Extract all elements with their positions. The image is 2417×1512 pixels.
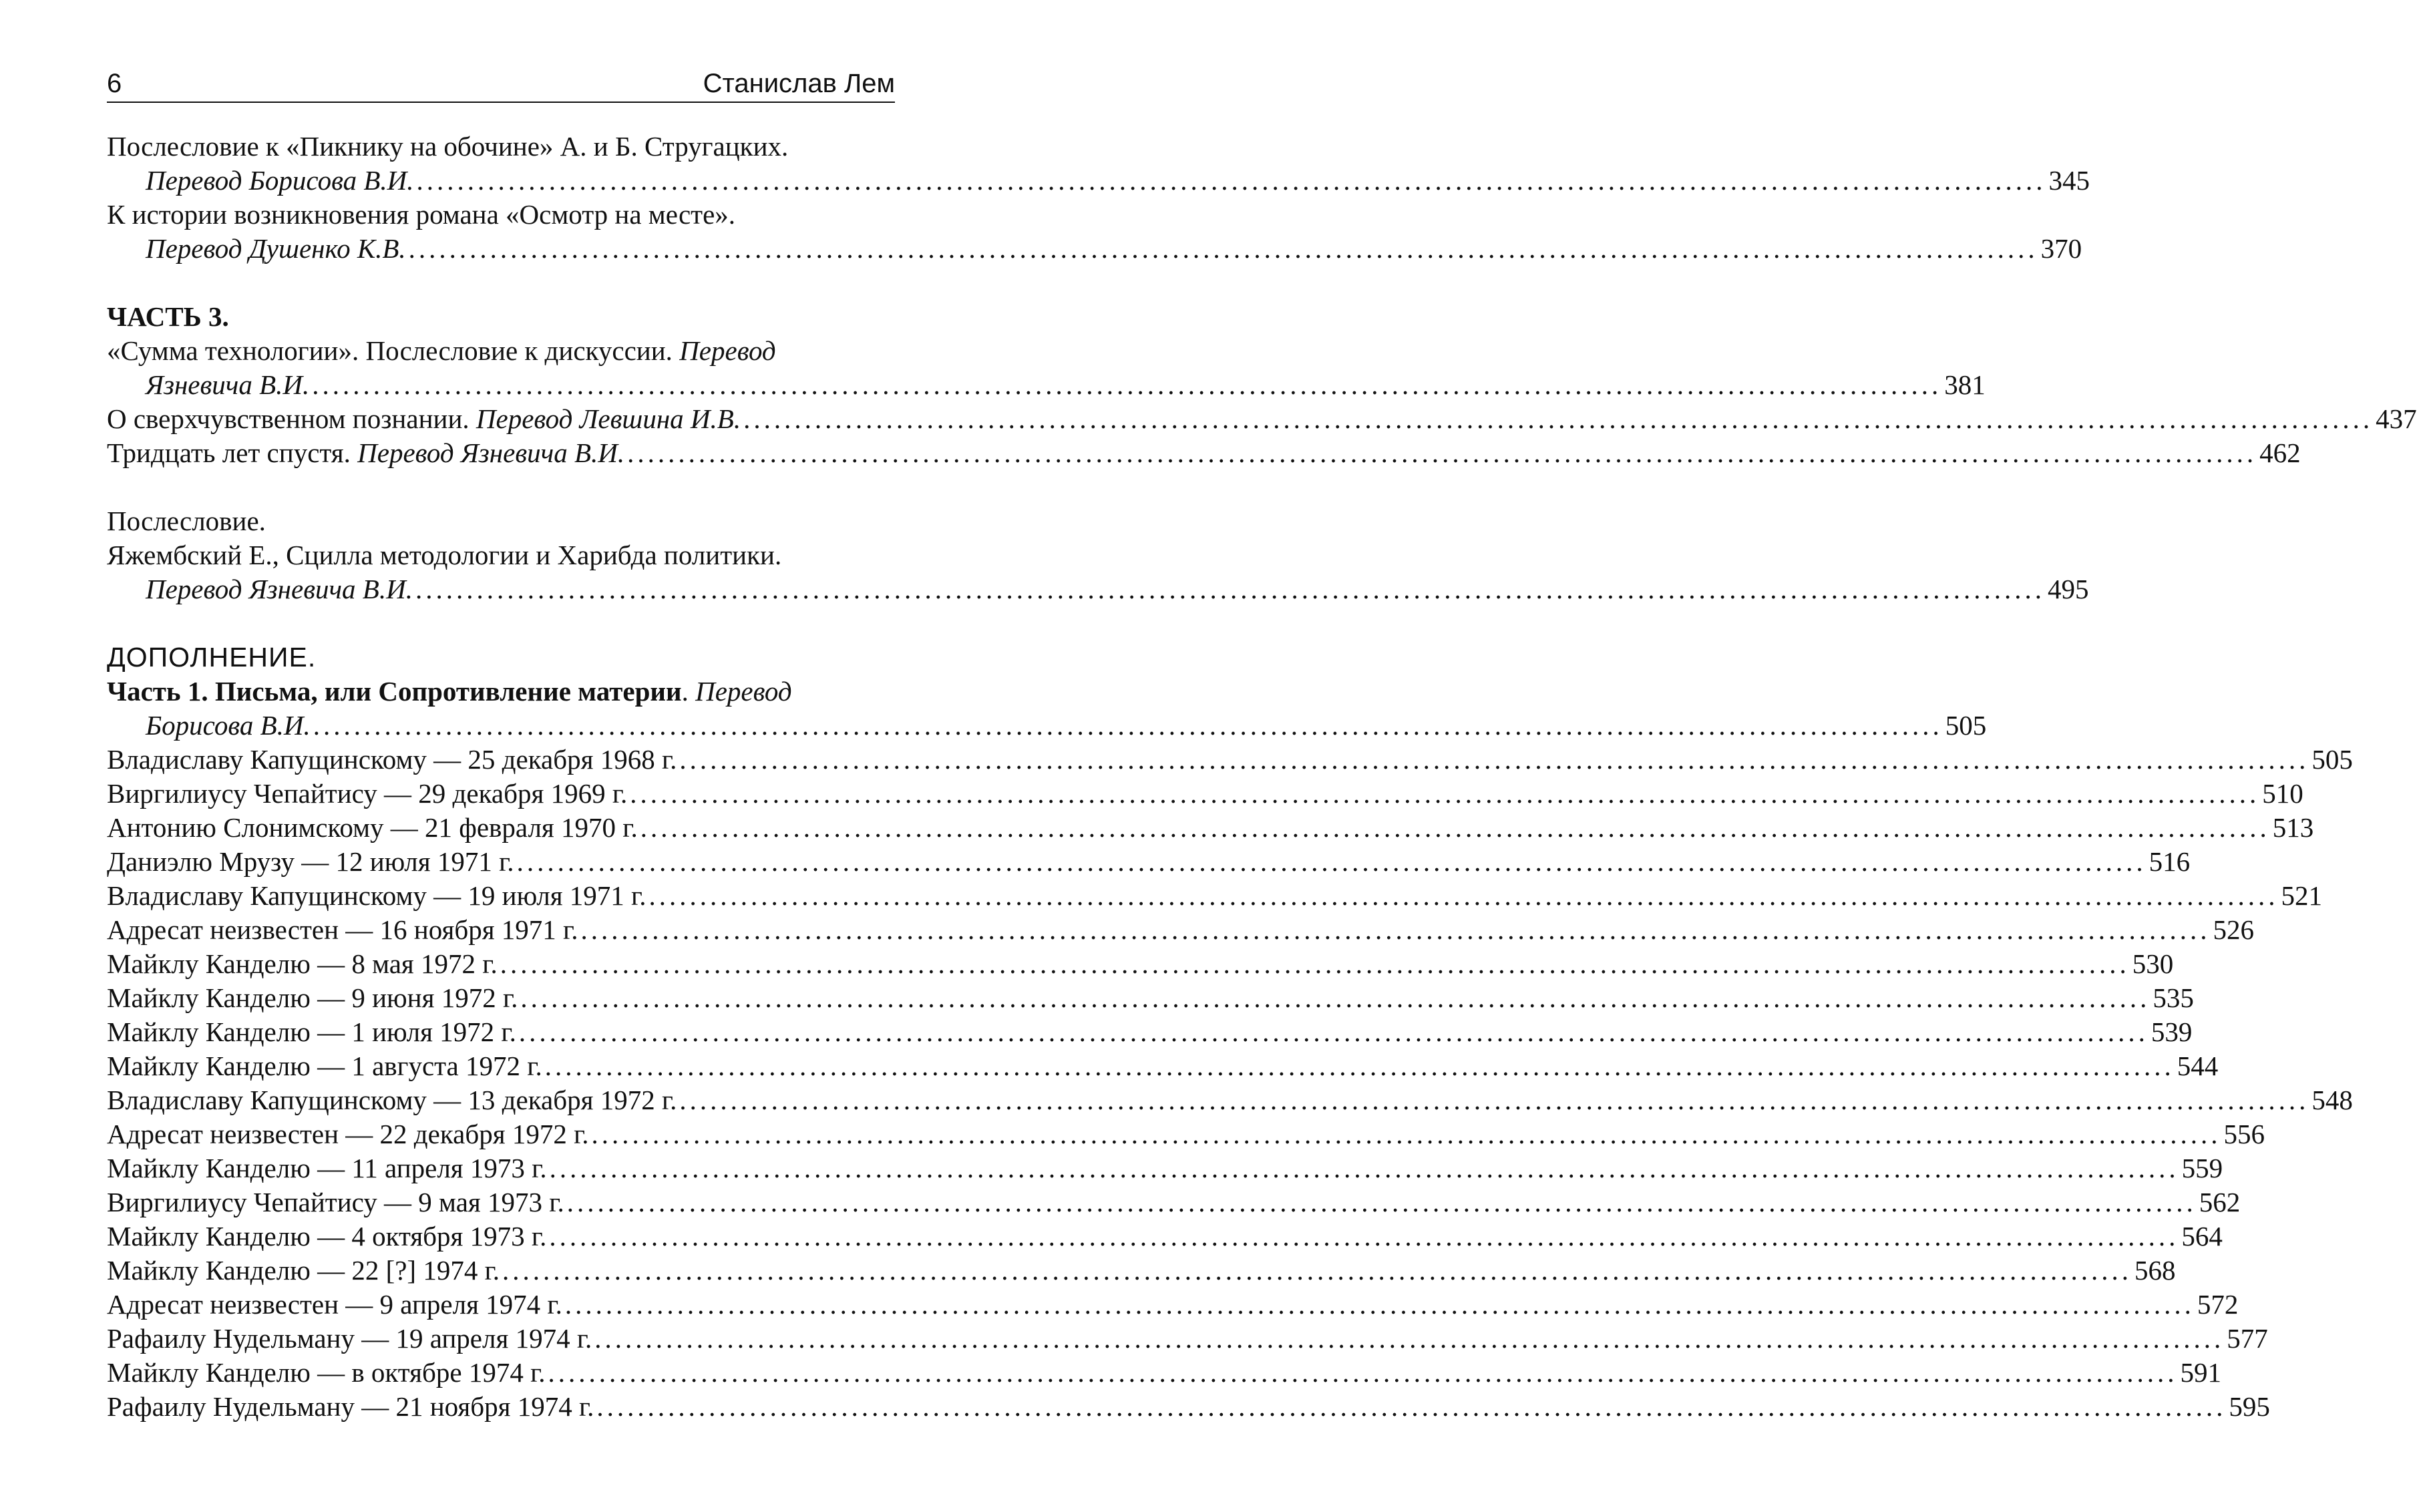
entry-title: Антонию Слонимскому — 21 февраля 1970 г. [107, 812, 638, 843]
toc-entry [107, 1151, 2223, 1185]
entry-text [107, 947, 498, 981]
running-title: Станислав Лем [703, 69, 895, 98]
toc-line [107, 334, 895, 368]
toc-line [107, 709, 1987, 743]
toc-line [107, 1390, 2270, 1424]
toc-line [107, 1185, 2241, 1219]
entry-text [107, 777, 627, 811]
entry-title: Майклу Канделю — 1 июля 1972 г. [107, 1016, 516, 1047]
dot-leader: ................................................................................................................................................................ [415, 574, 2045, 604]
entry-text [107, 981, 518, 1015]
entry-text [107, 1390, 594, 1424]
section-gap [107, 470, 895, 504]
dot-leader: ................................................................................................................................................................ [564, 1289, 2195, 1320]
entry-title: «Сумма технологии». Послесловие к дискуссии. [107, 335, 680, 366]
toc-entry [107, 1219, 2223, 1254]
toc-entry [107, 845, 2191, 879]
entry-text [107, 1083, 677, 1117]
entry-title: Майклу Канделю — 9 июня 1972 г. [107, 982, 518, 1013]
entry-title: Майклу Канделю — в октябре 1974 г. [107, 1357, 546, 1388]
entry-text [107, 913, 578, 947]
toc-line [107, 436, 2301, 470]
page-ref: 572 [2197, 1289, 2239, 1320]
section-heading: ЧАСТЬ 3. [107, 301, 229, 332]
entry-text [107, 1254, 500, 1288]
entry-title: Владиславу Капущинскому — 13 декабря 1972 г. [107, 1085, 677, 1115]
page-ref: 495 [2047, 574, 2089, 604]
entry-text [107, 1117, 589, 1151]
entry-title: Послесловие к «Пикнику на обочине» А. и Б. Стругацких. [107, 131, 789, 162]
toc-entry [107, 675, 1987, 743]
entry-text [146, 164, 414, 198]
dot-leader: ................................................................................................................................................................ [648, 880, 2279, 911]
translator-credit: Перевод Язневича В.И. [357, 437, 625, 468]
translator-credit: Перевод [695, 676, 792, 707]
toc-entry [107, 1288, 2239, 1322]
page-ref: 548 [2311, 1085, 2353, 1115]
toc-entry [107, 981, 2194, 1015]
entry-title: . [681, 676, 696, 707]
dot-leader: ................................................................................................................................................................ [544, 1051, 2175, 1081]
toc-line [107, 811, 2314, 845]
toc-entry [107, 130, 2090, 198]
toc-line [107, 1083, 2353, 1117]
entry-title: Майклу Канделю — 4 октября 1973 г. [107, 1221, 547, 1252]
entry-text [107, 1288, 562, 1322]
part-title: Часть 1. Письма, или Сопротивление материи [107, 676, 682, 707]
entry-text [107, 436, 624, 470]
translator-credit: Перевод Язневича В.И. [146, 574, 413, 604]
dot-leader: ................................................................................................................................................................ [408, 233, 2038, 264]
page-ref: 556 [2223, 1119, 2265, 1149]
toc-entry [107, 777, 2303, 811]
entry-text [107, 1015, 516, 1049]
toc-entry [107, 1117, 2265, 1151]
entry-text [107, 1151, 547, 1185]
translator-credit: Язневича В.И. [146, 369, 310, 400]
entry-text [107, 540, 781, 570]
toc-line [107, 675, 895, 709]
dot-leader: ................................................................................................................................................................ [312, 369, 1942, 400]
entry-title: Тридцать лет спустя. [107, 437, 358, 468]
table-of-contents [107, 130, 2417, 1424]
page-ref: 544 [2177, 1051, 2219, 1081]
entry-text [146, 232, 406, 266]
toc-line [107, 130, 895, 164]
toc-line [107, 981, 2194, 1015]
page-ref: 510 [2262, 778, 2303, 809]
page-ref: 505 [2311, 744, 2353, 775]
toc-line [107, 164, 2090, 198]
toc-line [107, 845, 2191, 879]
entry-title: К истории возникновения романа «Осмотр на месте». [107, 199, 736, 230]
entry-text [107, 1322, 592, 1356]
entry-text [107, 1049, 542, 1083]
dot-leader: ................................................................................................................................................................ [627, 437, 2257, 468]
dot-leader: ................................................................................................................................................................ [640, 812, 2270, 843]
page-ref: 562 [2199, 1187, 2241, 1217]
entry-text [107, 879, 646, 913]
entry-text [107, 676, 792, 707]
toc-line [107, 913, 2254, 947]
toc-line [107, 232, 2082, 266]
entry-text [107, 131, 788, 162]
toc-line [107, 402, 2417, 436]
dot-leader: ................................................................................................................................................................ [313, 710, 1943, 741]
toc-line [107, 947, 2174, 981]
entry-title: Майклу Канделю — 22 [?] 1974 г. [107, 1255, 500, 1286]
dot-leader: ................................................................................................................................................................ [518, 1016, 2149, 1047]
entry-text [107, 1185, 564, 1219]
page-ref: 437 [2376, 403, 2417, 434]
dot-leader: ................................................................................................................................................................ [549, 1153, 2179, 1183]
toc-entry [107, 947, 2174, 981]
toc-entry [107, 1015, 2193, 1049]
toc-entry [107, 913, 2254, 947]
entry-title: Даниэлю Мрузу — 12 июля 1971 г. [107, 846, 514, 877]
toc-line [107, 538, 895, 572]
entry-text [107, 811, 638, 845]
dot-leader: ................................................................................................................................................................ [548, 1357, 2178, 1388]
entry-text [146, 709, 311, 743]
dot-leader: ................................................................................................................................................................ [594, 1323, 2225, 1354]
entry-text [146, 368, 309, 402]
entry-title: Майклу Канделю — 11 апреля 1973 г. [107, 1153, 547, 1183]
dot-leader: ................................................................................................................................................................ [630, 778, 2260, 809]
page-ref: 577 [2227, 1323, 2268, 1354]
book-page [107, 64, 2417, 1424]
section-gap [107, 606, 895, 640]
page-ref: 345 [2048, 165, 2090, 196]
entry-text [107, 845, 514, 879]
toc-line [107, 1117, 2265, 1151]
running-header [107, 64, 895, 103]
toc-line [107, 572, 2089, 606]
toc-entry [107, 1390, 2270, 1424]
entry-text [107, 402, 741, 436]
page-ref: 568 [2134, 1255, 2176, 1286]
toc-entry [107, 743, 2353, 777]
entry-title: Владиславу Капущинскому — 25 декабря 1968 г. [107, 744, 677, 775]
toc-line [107, 1015, 2193, 1049]
section-heading: ДОПОЛНЕНИЕ. [107, 642, 317, 673]
toc-line [107, 1219, 2223, 1254]
toc-line [107, 198, 895, 232]
toc-line [107, 1151, 2223, 1185]
toc-entry [107, 1254, 2176, 1288]
entry-text [107, 1219, 546, 1254]
dot-leader: ................................................................................................................................................................ [520, 982, 2151, 1013]
toc-line [107, 879, 2322, 913]
page-ref: 462 [2259, 437, 2301, 468]
dot-leader: ................................................................................................................................................................ [500, 948, 2130, 979]
dot-leader: ................................................................................................................................................................ [591, 1119, 2221, 1149]
entry-title: Виргилиусу Чепайтису — 9 мая 1973 г. [107, 1187, 564, 1217]
section-gap [107, 266, 895, 300]
entry-title: Адресат неизвестен — 9 апреля 1974 г. [107, 1289, 562, 1320]
toc-entry [107, 334, 1986, 402]
page-ref: 591 [2180, 1357, 2222, 1388]
entry-title: Майклу Канделю — 1 августа 1972 г. [107, 1051, 542, 1081]
dot-leader: ................................................................................................................................................................ [580, 914, 2211, 945]
toc-entry [107, 1322, 2268, 1356]
toc-line [107, 1288, 2239, 1322]
dot-leader: ................................................................................................................................................................ [416, 165, 2046, 196]
entry-title: Рафаилу Нудельману — 21 ноября 1974 г. [107, 1391, 594, 1422]
page-ref: 595 [2229, 1391, 2270, 1422]
page-ref: 564 [2181, 1221, 2223, 1252]
toc-entry [107, 1185, 2241, 1219]
page-ref: 516 [2149, 846, 2191, 877]
entry-title: Майклу Канделю — 8 мая 1972 г. [107, 948, 498, 979]
entry-title: Адресат неизвестен — 22 декабря 1972 г. [107, 1119, 589, 1149]
toc-entry [107, 811, 2314, 845]
entry-text [107, 335, 776, 366]
dot-leader: ................................................................................................................................................................ [566, 1187, 2197, 1217]
toc-line [107, 777, 2303, 811]
section-heading: Послесловие. [107, 506, 266, 536]
toc-entry [107, 402, 2417, 436]
entry-text [107, 1356, 546, 1390]
translator-credit: Перевод Борисова В.И. [146, 165, 414, 196]
dot-leader: ................................................................................................................................................................ [743, 403, 2374, 434]
toc-line [107, 1322, 2268, 1356]
toc-entry [107, 1083, 2353, 1117]
page-number: 6 [107, 69, 122, 98]
page-ref: 521 [2281, 880, 2322, 911]
page-ref: 530 [2132, 948, 2174, 979]
toc-line [107, 368, 1986, 402]
page-ref: 526 [2213, 914, 2254, 945]
entry-title: Адресат неизвестен — 16 ноября 1971 г. [107, 914, 578, 945]
page-ref: 513 [2272, 812, 2314, 843]
dot-leader: ................................................................................................................................................................ [516, 846, 2147, 877]
translator-credit: Перевод Душенко К.В. [146, 233, 406, 264]
toc-entry [107, 538, 2089, 606]
entry-text [107, 199, 735, 230]
page-ref: 381 [1944, 369, 1986, 400]
dot-leader: ................................................................................................................................................................ [679, 744, 2309, 775]
page-ref: 559 [2181, 1153, 2223, 1183]
entry-title: О сверхчувственном познании. [107, 403, 476, 434]
page-ref: 505 [1945, 710, 1987, 741]
toc-entry [107, 1049, 2219, 1083]
entry-text [146, 572, 413, 606]
entry-title: Яжембский Е., Сцилла методологии и Харибда политики. [107, 540, 782, 570]
entry-text [107, 743, 677, 777]
translator-credit: Перевод Левшина И.В. [476, 403, 741, 434]
entry-title: Виргилиусу Чепайтису — 29 декабря 1969 г. [107, 778, 628, 809]
toc-line [107, 1254, 2176, 1288]
page-ref: 539 [2151, 1016, 2193, 1047]
dot-leader: ................................................................................................................................................................ [549, 1221, 2179, 1252]
toc-entry [107, 198, 2082, 266]
dot-leader: ................................................................................................................................................................ [679, 1085, 2309, 1115]
translator-credit: Борисова В.И. [146, 710, 311, 741]
entry-title: Рафаилу Нудельману — 19 апреля 1974 г. [107, 1323, 592, 1354]
page-ref: 370 [2040, 233, 2082, 264]
toc-entry [107, 879, 2322, 913]
toc-line [107, 1049, 2219, 1083]
dot-leader: ................................................................................................................................................................ [596, 1391, 2227, 1422]
translator-credit: Перевод [679, 335, 776, 366]
toc-line [107, 743, 2353, 777]
page-ref: 535 [2153, 982, 2194, 1013]
dot-leader: ................................................................................................................................................................ [502, 1255, 2132, 1286]
toc-line [107, 1356, 2222, 1390]
toc-entry [107, 436, 2301, 470]
entry-title: Владиславу Капущинскому — 19 июля 1971 г. [107, 880, 646, 911]
toc-entry [107, 1356, 2222, 1390]
